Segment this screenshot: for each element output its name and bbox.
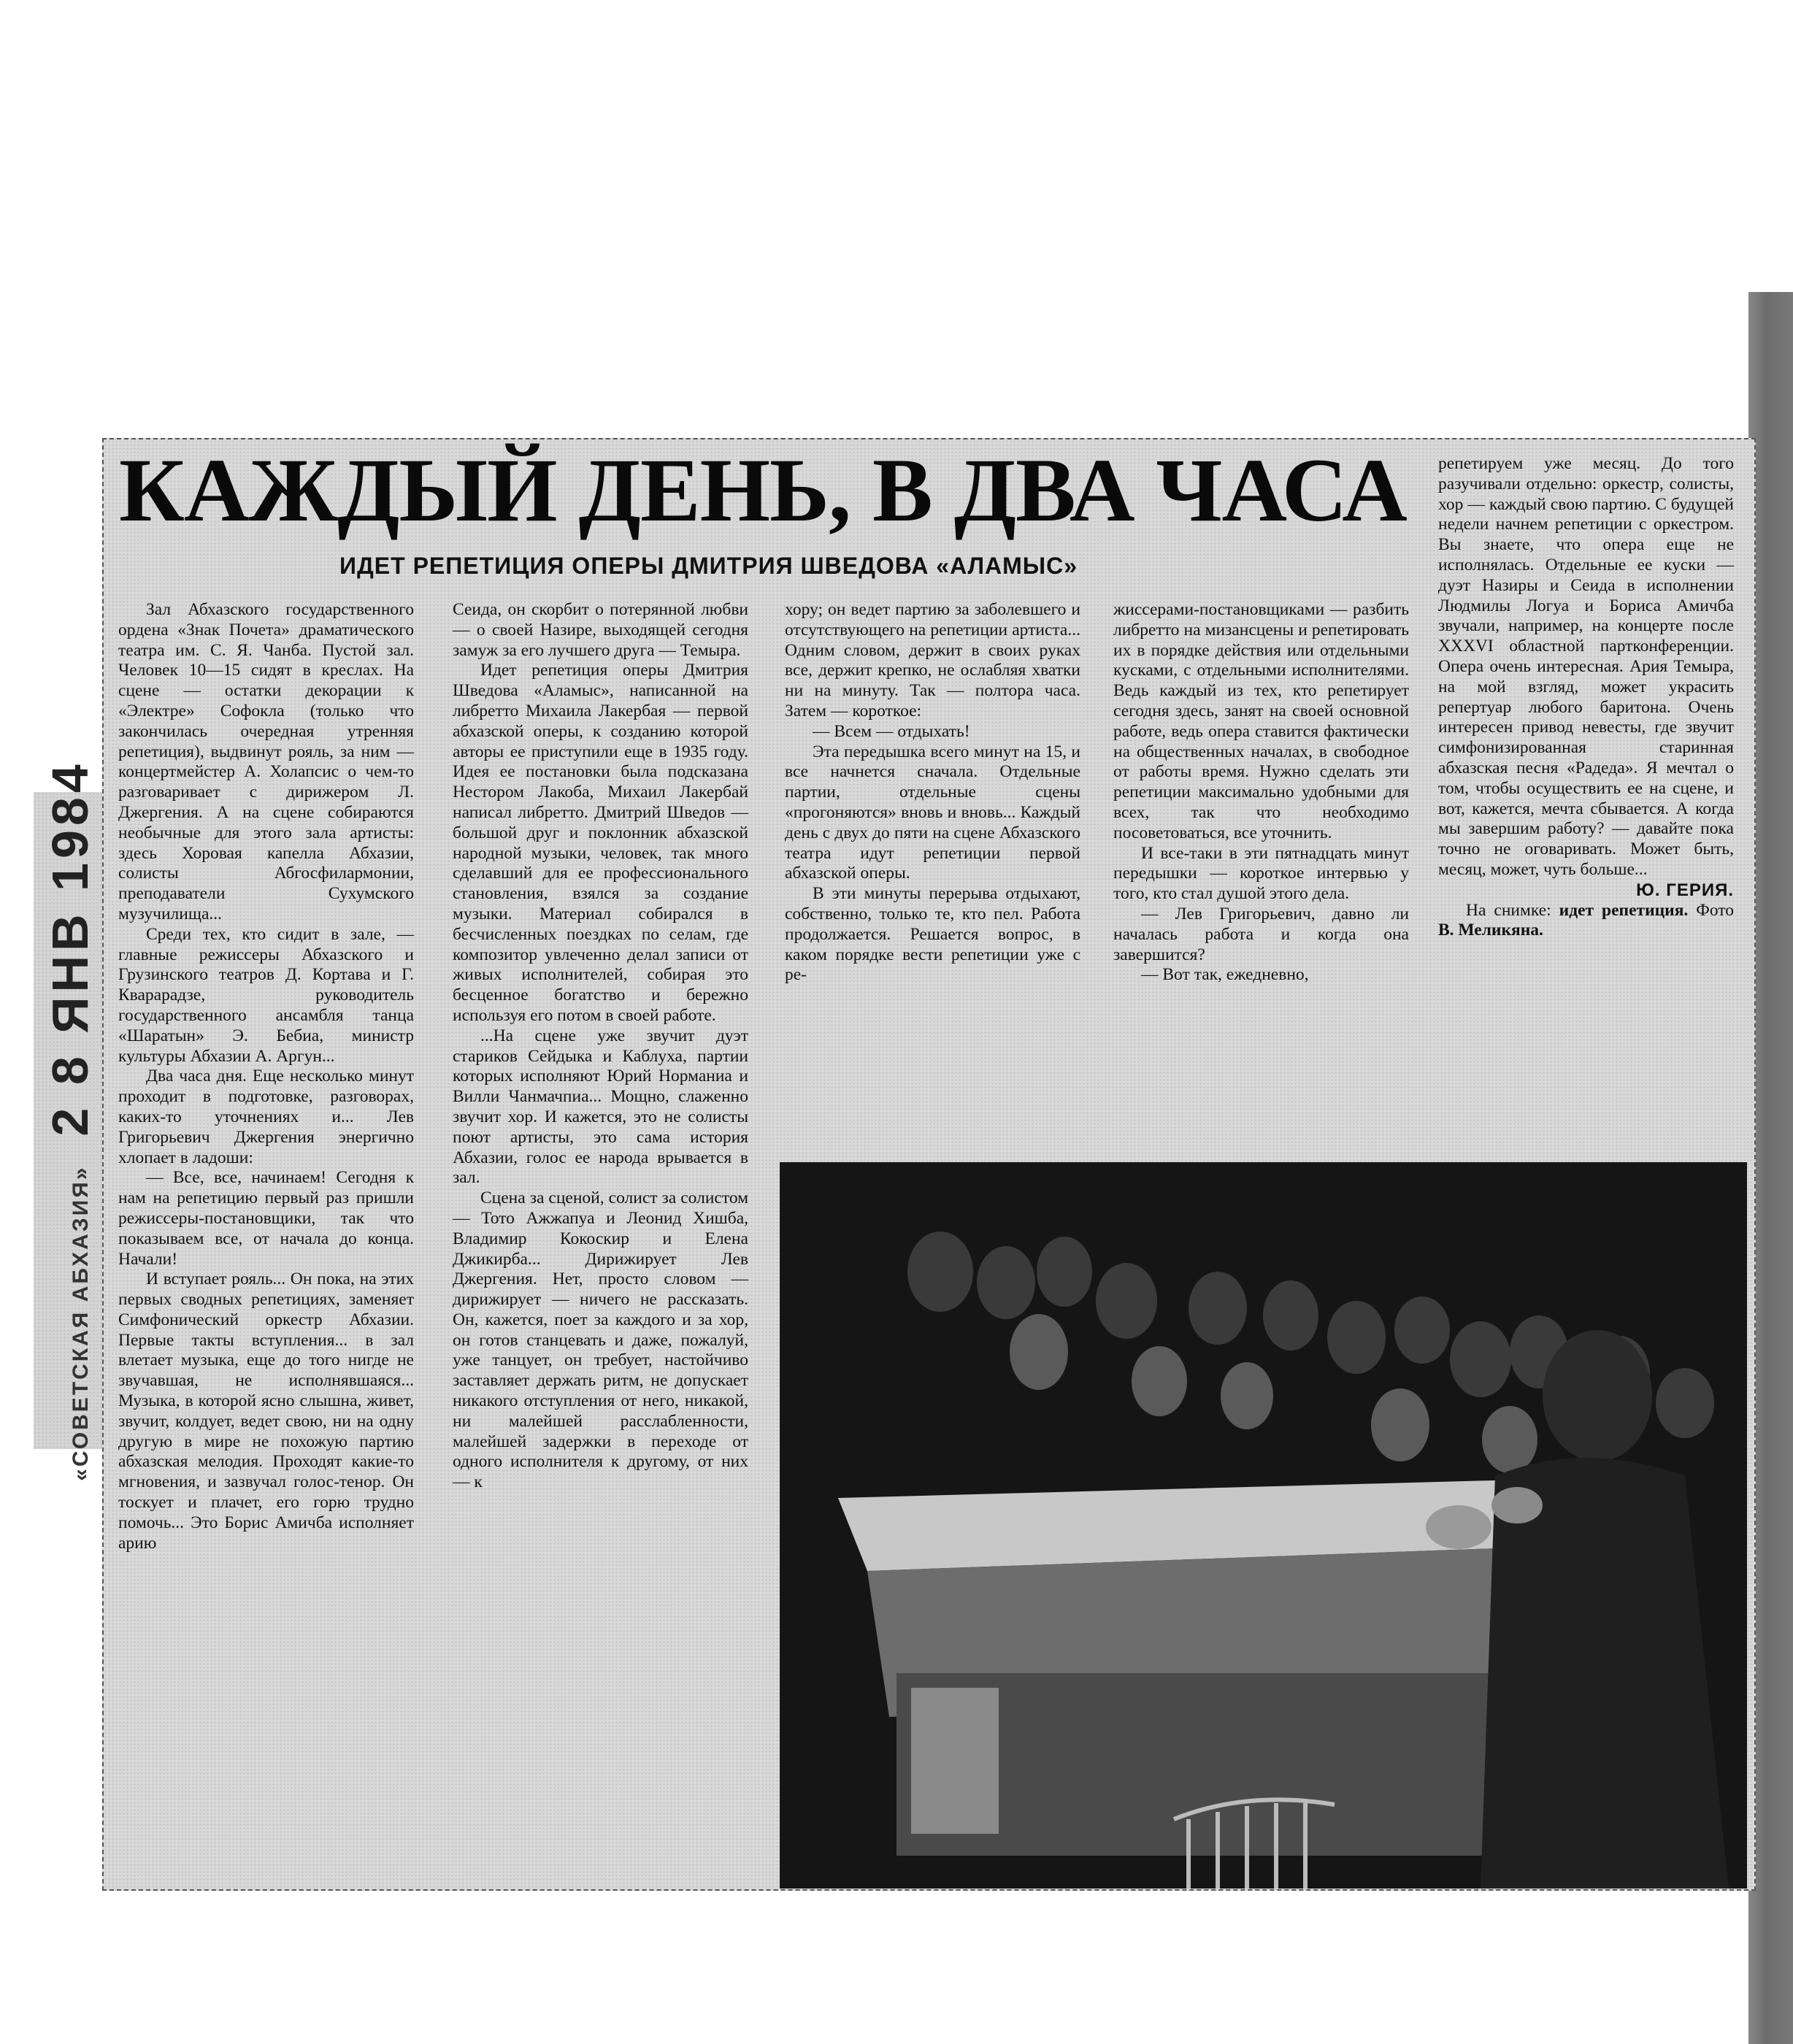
paragraph: Среди тех, кто сидит в зале, — главные режиссеры Абхазского и Грузинского театров Д. Кортава и Г. Кварарадзе, руководитель государственного ансамбля танца «Шаратын» Э. Бебиа, министр культуры Абхазии А. Аргун... <box>118 924 414 1066</box>
stamp-date: 2 8 ЯНВ 1984 <box>42 760 99 1137</box>
article-subtitle: ИДЕТ РЕПЕТИЦИЯ ОПЕРЫ ДМИТРИЯ ШВЕДОВА «АЛАМЫС» <box>339 553 1078 579</box>
paragraph: — Всем — отдыхать! <box>813 721 970 741</box>
caption-photographer: В. Меликяна. <box>1438 921 1543 940</box>
paragraph: Зал Абхазского государственного ордена «Знак Почета» драматического театра им. С. Я. Чанба. Пустой зал. Человек 10—15 сидят в креслах. На сцене — остатки декорации к «Электре» Софокла (только что закончилась очередная утренняя репетиция), выдвинут рояль, за ним — концертмейстер А. Холапсис о чем-то разговаривает с дирижером Л. Джергения. А на сцене собираются необычные для этого зала артисты: здесь Хоровая капелла Абхазии, солисты Абгосфилармонии, преподаватели Сухумского музучилища... <box>118 600 414 923</box>
article-column-1 <box>118 600 414 1553</box>
paragraph: хору; он ведет партию за заболевшего и отсутствующего на репетиции артиста... Одним словом, держит в своих руках все, держит крепко, не ослабляя хватки ни на минуту. Так — полтора часа. Затем — короткое: <box>785 600 1080 721</box>
photo-caption <box>1438 901 1734 942</box>
rehearsal-photo-icon <box>780 1162 1747 1889</box>
article-title: КАЖДЫЙ ДЕНЬ, В ДВА ЧАСА <box>119 440 1407 540</box>
article-column-3 <box>785 600 1080 986</box>
paragraph: И вступает рояль... Он пока, на этих первых сводных репетициях, заменяет Симфонический оркестр Абхазии. Первые такты вступления... в зал влетает музыка, еще до того нигде не звучавшая, не исполнявшаяся... Музыка, в которой ясно слышна, живет, звучит, колдует, ведет свою, ни на одну другую в мире не похожую партию абхазская мелодия. Проходят какие-то мгновения, и зазвучал голос-тенор. Он тоскует и плачет, его горю трудно помочь... Это Борис Амичба исполняет арию <box>118 1269 414 1553</box>
paragraph: И все-таки в эти пятнадцать минут передышки — короткое интервью у того, кто стал душой этого дела. <box>1113 843 1409 904</box>
caption-subject: идет репетиция. <box>1559 900 1689 920</box>
paragraph: Эта передышка всего минут на 15, и все начнется сначала. Отдельные партии, отдельные сцены «прогоняются» вновь и вновь... Каждый день с двух до пяти на сцене Абхазского театра идут репетиции первой абхазской оперы. <box>785 742 1080 883</box>
paragraph: Сцена за сценой, солист за солистом — Тото Ажжапуа и Леонид Хишба, Владимир Кокоскир и Елена Джикирба... Дирижирует Лев Джергения. Нет, просто словом — дирижирует — ничего не рассказать. Он, кажется, поет за каждого и за хор, он готов станцевать и даже, пожалуй, уже танцует, он требует, настойчиво заставляет держать ритм, не допускает никакого отступления от него, никакой, ни малейшей расслабленности, малейшей задержки в переходе от одного исполнителя к другому, от них — к <box>453 1188 748 1492</box>
paragraph: — Вот так, ежедневно, <box>1141 965 1309 985</box>
date-stamp <box>34 760 107 1481</box>
paragraph: репетируем уже месяц. До того разучивали отдельно: оркестр, солисты, хор — каждый свою партию. С будущей недели начнем репетиции с оркестром. Вы знаете, что опера еще не исполнялась. Отдельные ее куски — дуэт Назиры и Сеида в исполнении Людмилы Логуа и Бориса Амичба звучали, например, на концерте после XXXVI областной партконференции. Опера очень интересная. Ария Темыра, на мой взгляд, может украсить репертуар любого баритона. Очень интересен привод невесты, где звучит симфонизированная старинная абхазская песня «Радеда». Я мечтал о том, чтобы осуществить ее на сцене, и вот, кажется, мечта сбывается. А когда мы завершим работу? — давайте пока точно не оговаривать. Может быть, месяц, может, чуть больше... <box>1438 454 1734 879</box>
article-column-4 <box>1113 600 1409 986</box>
paragraph: Сеида, он скорбит о потерянной любви — о своей Назире, выходящей сегодня замуж за его лучшего друга — Темыра. <box>453 600 748 660</box>
rehearsal-photo <box>780 1162 1747 1889</box>
paragraph: Два часа дня. Еще несколько минут проходит в подготовке, разговорах, каких-то уточнениях и... Лев Григорьевич Джергения энергично хлопает в ладоши: <box>118 1067 414 1167</box>
paragraph: В эти минуты перерыва отдыхают, собственно, только те, кто пел. Работа продолжается. Решается вопрос, в каком порядке вести репетиции уже с ре- <box>785 884 1080 985</box>
paragraph: — Все, все, начинаем! Сегодня к нам на репетицию первый раз пришли режиссеры-постановщики, так что показываем все, от начала до конца. Начали! <box>118 1168 414 1269</box>
caption-credit-prefix: Фото <box>1688 900 1734 920</box>
article-column-5 <box>1438 454 1734 941</box>
paragraph: Идет репетиция оперы Дмитрия Шведова «Аламыс», написанной на либретто Михаила Лакербая — первой абхазской оперы, к созданию которой авторы ее приступили еще в 1935 году. Идея ее постановки была подсказана Нестором Лакоба, Михаил Лакербай написал либретто. Дмитрий Шведов — большой друг и поклонник абхазской народной музыки, человек, так много сделавший для ее профессионального становления, взялся за создание музыки. Материал собирался в бесчисленных поездках по селам, где композитор увлеченно делал записи от живых исполнителей, собирая это бесценное богатство и бережно используя его потом в своей работе. <box>453 661 748 1025</box>
article-column-2 <box>453 600 748 1493</box>
stamp-newspaper: «СОВЕТСКАЯ АБХАЗИЯ» <box>69 1165 93 1481</box>
caption-lead: На снимке: <box>1466 900 1559 920</box>
paragraph: — Лев Григорьевич, давно ли началась работа и когда она завершится? <box>1113 904 1409 964</box>
author-byline: Ю. ГЕРИЯ. <box>1636 880 1734 900</box>
paragraph: ...На сцене уже звучит дуэт стариков Сейдыка и Каблуха, партии которых исполняют Юрий Норманиа и Вилли Чанмачпиа... Мощно, слаженно звучит хор. И кажется, это не солисты поют артисты, это сама история Абхазии, голос ее народа врывается в зал. <box>453 1026 748 1188</box>
paragraph: жиссерами-постановщиками — разбить либретто на мизансцены и репетировать их в порядке действия или отдельными кусками, с отдельными исполнителями. Ведь каждый из тех, кто репетирует сегодня здесь, занят на своей основной работе, ведь опера ставится фактически на общественных началах, в свободное от работы время. Нужно сделать эти репетиции максимально удобными для всех, так что необходимо посоветоваться, все уточнить. <box>1113 600 1409 842</box>
